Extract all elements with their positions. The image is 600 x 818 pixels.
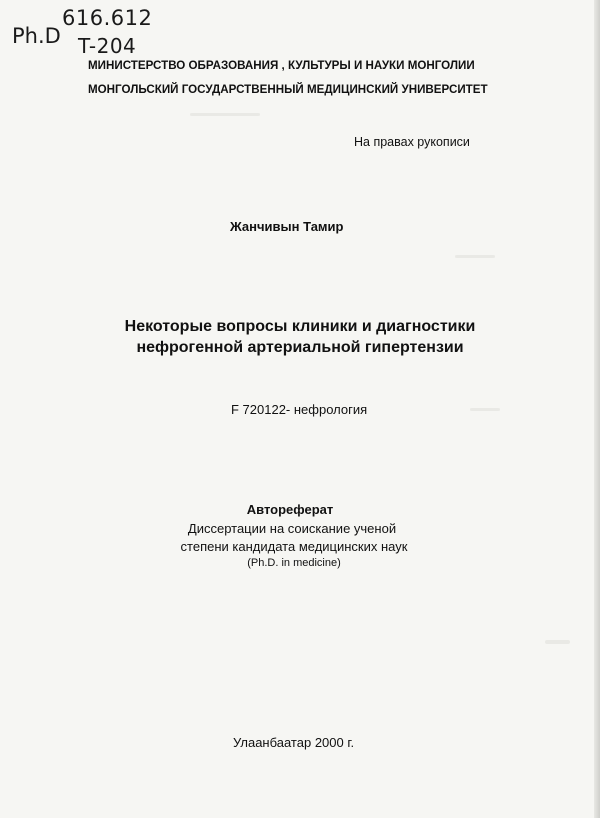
thesis-title-line-2: нефрогенной артериальной гипертензии	[136, 339, 464, 356]
city-year: Улаанбаатар 2000 г.	[233, 735, 355, 750]
abstract-heading: Автореферат	[246, 502, 334, 517]
scan-smudge	[190, 113, 260, 116]
handwritten-degree: Ph.D	[12, 24, 61, 48]
degree-english: (Ph.D. in medicine)	[247, 557, 341, 569]
specialty-code: F 720122- нефрология	[231, 402, 368, 417]
scan-smudge	[455, 255, 495, 258]
handwritten-shelf-code: T-204	[78, 34, 137, 58]
handwritten-classification-code: 616.612	[62, 6, 153, 30]
thesis-title-line-1: Некоторые вопросы клиники и диагностики	[124, 318, 476, 335]
scan-smudge	[470, 408, 500, 411]
scan-smudge	[545, 640, 570, 644]
abstract-line-2: степени кандидата медицинских наук	[180, 539, 408, 554]
ministry-name: МИНИСТЕРСТВО ОБРАЗОВАНИЯ , КУЛЬТУРЫ И НАУКИ МОНГОЛИИ	[88, 59, 475, 72]
manuscript-note: На правах рукописи	[354, 135, 470, 149]
abstract-line-1: Диссертации на соискание ученой	[187, 521, 397, 536]
university-name: МОНГОЛЬСКИЙ ГОСУДАРСТВЕННЫЙ МЕДИЦИНСКИЙ УНИВЕРСИТЕТ	[88, 83, 488, 96]
author-name: Жанчивын Тамир	[230, 219, 344, 234]
scan-edge	[594, 0, 600, 818]
